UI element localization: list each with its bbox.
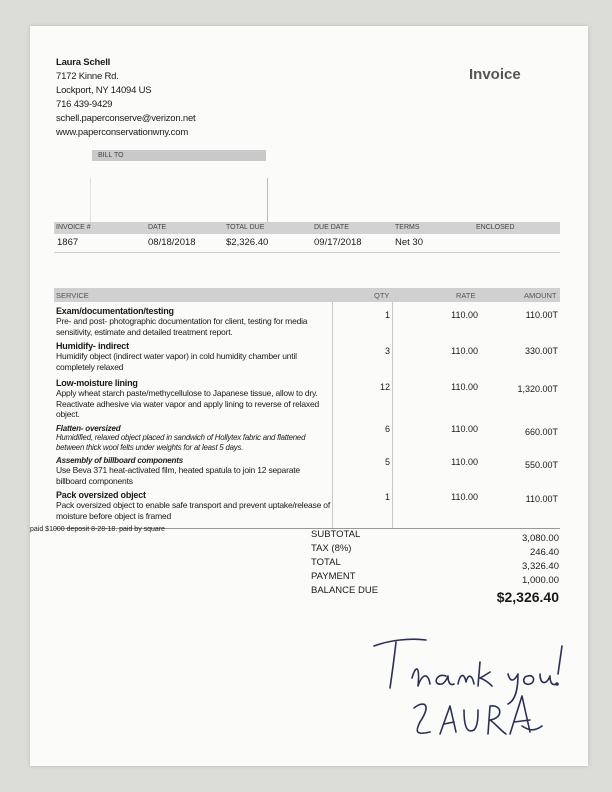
meta-header-invoice: INVOICE #: [56, 224, 91, 231]
handwritten-signature: [350, 626, 570, 746]
meta-header-due-date: DUE DATE: [314, 224, 349, 231]
invoice-meta-header: [54, 222, 560, 234]
service-amount: 1,320.00T: [517, 384, 558, 394]
subtotal-value: 3,080.00: [522, 533, 559, 544]
qty-column-header: QTY: [374, 291, 390, 300]
meta-header-terms: TERMS: [395, 224, 420, 231]
service-rate: 110.00: [451, 382, 478, 392]
service-description: Humidify object (indirect water vapor) in cold humidity chamber until completely relaxed: [56, 351, 297, 372]
bill-to-header: [92, 150, 266, 161]
service-rate: 110.00: [451, 424, 478, 434]
sender-city: Lockport, NY 14094 US: [56, 85, 152, 96]
service-amount: 110.00T: [525, 494, 558, 504]
service-qty: 6: [384, 424, 390, 434]
service-row: [56, 456, 331, 486]
service-row: [56, 341, 331, 372]
service-qty: 1: [384, 492, 390, 502]
service-amount: 110.00T: [525, 310, 558, 320]
meta-header-enclosed: ENCLOSED: [476, 224, 515, 231]
bill-to-label: BILL TO: [98, 152, 124, 159]
service-amount: 330.00T: [524, 346, 558, 356]
balance-due-value: $2,326.40: [496, 589, 559, 605]
service-title: Assembly of billboard components: [56, 456, 183, 465]
total-label: TOTAL: [311, 557, 341, 568]
sender-street: 7172 Kinne Rd.: [56, 71, 119, 82]
payment-note: paid $1000 deposit 8-28-18. paid by square: [30, 526, 166, 533]
totals-block: [311, 529, 559, 603]
sender-name: Laura Schell: [56, 57, 111, 68]
invoice-meta-values: [54, 234, 560, 253]
service-rate: 110.00: [451, 346, 478, 356]
service-row: [56, 424, 331, 452]
sender-info: [56, 56, 196, 140]
bill-to-box: [90, 178, 268, 223]
service-title: Exam/documentation/testing: [56, 306, 174, 316]
payment-label: PAYMENT: [311, 571, 356, 582]
service-qty: 1: [384, 310, 390, 320]
balance-row: [311, 585, 559, 603]
totals-row: [311, 529, 559, 543]
balance-due-label: BALANCE DUE: [311, 585, 379, 596]
service-description: Apply wheat starch paste/methycellulose to Japanese tissue, allow to dry. Reactivate adhesive via water vapor and apply lining to reverse of relaxed object.: [56, 388, 320, 419]
services-header: [54, 288, 560, 302]
totals-row: [311, 557, 559, 571]
payment-value: 1,000.00: [522, 575, 559, 586]
column-divider: [332, 302, 333, 528]
total-value: 3,326.40: [522, 561, 559, 572]
sender-website: www.paperconservationwny.com: [56, 127, 189, 138]
meta-header-total-due: TOTAL DUE: [226, 224, 265, 231]
service-rate: 110.00: [451, 457, 478, 467]
sender-phone: 716 439-9429: [56, 99, 113, 110]
service-qty: 3: [384, 346, 390, 356]
service-row: [56, 378, 331, 420]
amount-column-header: AMOUNT: [524, 291, 557, 300]
rate-column-header: RATE: [456, 291, 476, 300]
service-title: Low-moisture lining: [56, 378, 138, 388]
service-title: Flatten- oversized: [56, 424, 121, 433]
service-row: [56, 490, 331, 521]
tax-label: TAX (8%): [311, 543, 352, 554]
service-amount: 660.00T: [524, 427, 558, 437]
service-description: Pre- and post- photographic documentation for client, testing for media sensitivity, estimate and detailed treatment report.: [56, 316, 308, 337]
meta-header-date: DATE: [148, 224, 167, 231]
service-qty: 5: [384, 457, 390, 467]
invoice-number: 1867: [57, 237, 79, 248]
column-divider: [392, 302, 393, 528]
invoice-total-due: $2,326.40: [226, 237, 269, 248]
service-qty: 12: [379, 382, 390, 392]
invoice-date: 08/18/2018: [148, 237, 196, 248]
service-rate: 110.00: [451, 310, 478, 320]
invoice-terms: Net 30: [395, 237, 423, 248]
service-title: Pack oversized object: [56, 490, 146, 500]
service-row: [56, 306, 331, 337]
service-amount: 550.00T: [524, 460, 558, 470]
document-title: Invoice: [469, 66, 521, 83]
totals-row: [311, 543, 559, 557]
service-title: Humidify- indirect: [56, 341, 129, 351]
service-rate: 110.00: [451, 492, 478, 502]
service-description: Use Beva 371 heat-activated film, heated spatula to join 12 separate billboard components: [56, 465, 300, 486]
sender-email: schell.paperconserve@verizon.net: [56, 113, 196, 124]
service-description: Pack oversized object to enable safe transport and prevent uptake/release of moisture before object is framed: [56, 500, 330, 521]
service-column-header: SERVICE: [56, 291, 89, 300]
subtotal-label: SUBTOTAL: [311, 529, 361, 540]
totals-row: [311, 571, 559, 585]
service-description: Humidified, relaxed object placed in sandwich of Hollytex fabric and flattened between thick wool felts under weights for at least 5 days.: [56, 433, 306, 452]
invoice-due-date: 09/17/2018: [314, 237, 362, 248]
tax-value: 246.40: [529, 547, 559, 558]
invoice-page: [30, 26, 588, 766]
